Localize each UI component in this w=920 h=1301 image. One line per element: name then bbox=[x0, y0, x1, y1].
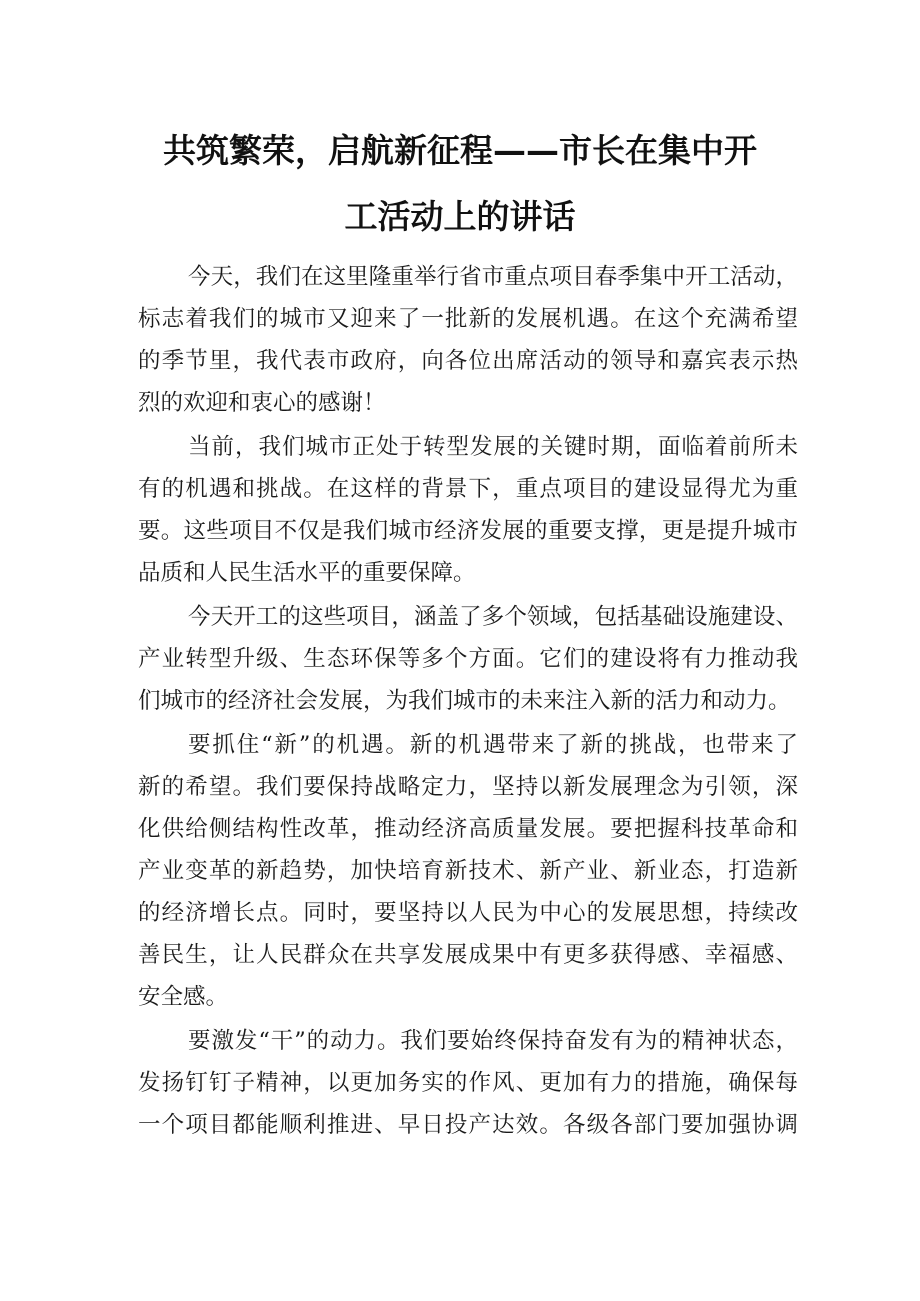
paragraph-5-line-1: 要激发“干”的动力。我们要始终保持奋发有为的精神状态， bbox=[188, 1028, 798, 1054]
paragraph-4-line-5: 的经济增长点。同时，要坚持以人民为中心的发展思想，持续改 bbox=[138, 900, 798, 926]
paragraph-4-line-6: 善民生，让人民群众在共享发展成果中有更多获得感、幸福感、 bbox=[138, 942, 798, 968]
paragraph-1-line-2: 标志着我们的城市又迎来了一批新的发展机遇。在这个充满希望 bbox=[138, 306, 798, 332]
paragraph-3-line-3: 们城市的经济社会发展，为我们城市的未来注入新的活力和动力。 bbox=[138, 688, 791, 714]
paragraph-3-line-1: 今天开工的这些项目，涵盖了多个领域，包括基础设施建设、 bbox=[188, 604, 798, 630]
paragraph-4-line-4: 产业变革的新趋势，加快培育新技术、新产业、新业态，打造新 bbox=[138, 858, 798, 884]
paragraph-2-line-2: 有的机遇和挑战。在这样的背景下，重点项目的建设显得尤为重 bbox=[138, 476, 798, 502]
paragraph-1-line-1: 今天，我们在这里隆重举行省市重点项目春季集中开工活动， bbox=[188, 264, 798, 290]
paragraph-4-line-2: 新的希望。我们要保持战略定力，坚持以新发展理念为引领，深 bbox=[138, 774, 798, 800]
paragraph-2-line-4: 品质和人民生活水平的重要保障。 bbox=[138, 560, 476, 586]
paragraph-5-line-3: 一个项目都能顺利推进、早日投产达效。各级各部门要加强协调 bbox=[138, 1112, 798, 1138]
paragraph-3-line-2: 产业转型升级、生态环保等多个方面。它们的建设将有力推动我 bbox=[138, 646, 798, 672]
document-title-line-2: 工活动上的讲话 bbox=[344, 197, 576, 236]
paragraph-4-line-7: 安全感。 bbox=[138, 984, 229, 1010]
paragraph-2-line-1: 当前，我们城市正处于转型发展的关键时期，面临着前所未 bbox=[188, 434, 798, 460]
paragraph-4-line-1: 要抓住“新”的机遇。新的机遇带来了新的挑战，也带来了 bbox=[188, 732, 798, 758]
paragraph-1-line-4: 烈的欢迎和衷心的感谢！ bbox=[138, 390, 386, 416]
paragraph-2-line-3: 要。这些项目不仅是我们城市经济发展的重要支撑，更是提升城市 bbox=[138, 518, 798, 544]
paragraph-5-line-2: 发扬钉钉子精神，以更加务实的作风、更加有力的措施，确保每 bbox=[138, 1070, 798, 1096]
document-title-line-1: 共筑繁荣，启航新征程——市长在集中开 bbox=[163, 131, 757, 170]
paragraph-4-line-3: 化供给侧结构性改革，推动经济高质量发展。要把握科技革命和 bbox=[138, 816, 798, 842]
paragraph-1-line-3: 的季节里，我代表市政府，向各位出席活动的领导和嘉宾表示热 bbox=[138, 348, 798, 374]
